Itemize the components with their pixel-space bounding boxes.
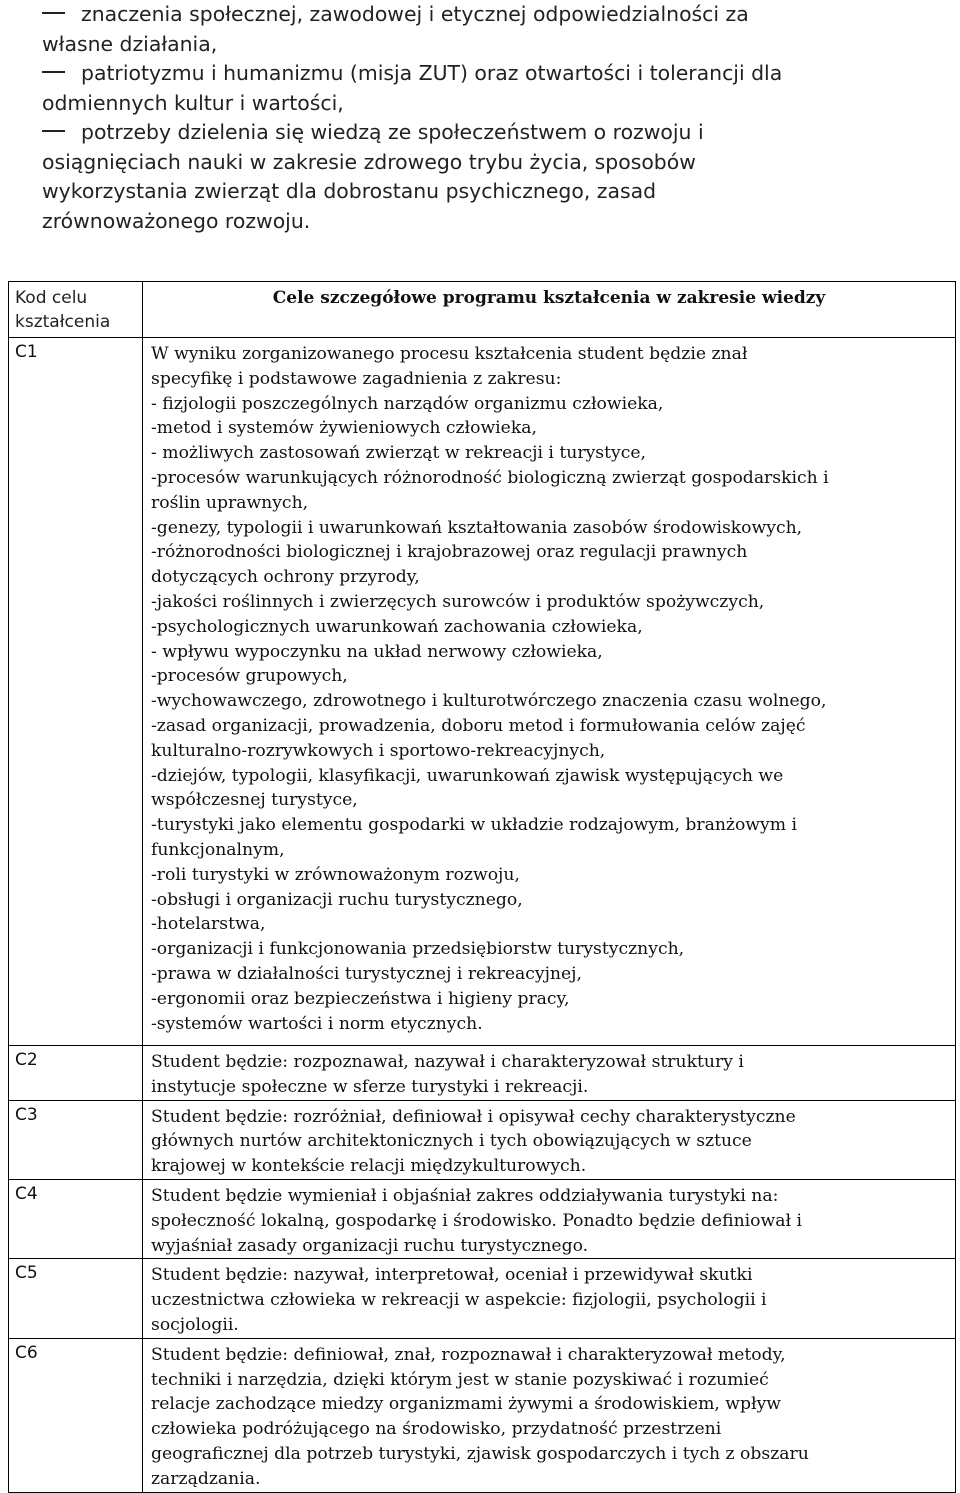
intro-item-first-line: patriotyzmu i humanizmu (misja ZUT) oraz otwartości i tolerancji dla — [81, 61, 783, 85]
goal-description — [143, 1259, 956, 1338]
goal-line: -procesów grupowych, — [151, 666, 348, 687]
goal-line: specyfikę i podstawowe zagadnienia z zakresu: — [151, 368, 562, 389]
goal-text: Student będzie: definiował, znał, rozpoznawał i charakteryzował metody, techniki i narzędzia, dzięki którym jest w stanie pozyskiwać i rozumieć relacje zachodzące miedzy organizmami żywymi a środowiskiem, wpływ człowieka podróżującego na środowisko, przydatność przestrzeni geograficznej dla potrzeb turystyki, zjawisk gospodarczych i tych z obszaru zarządzania. — [151, 1344, 809, 1489]
goal-line: -roli turystyki w zrównoważonym rozwoju, — [151, 864, 520, 885]
intro-item — [42, 59, 942, 118]
goal-line: -organizacji i funkcjonowania przedsiębiorstw turystycznych, — [151, 939, 685, 960]
intro-item-continuation: osiągnięciach nauki w zakresie zdrowego trybu życia, sposobów wykorzystania zwierząt dla dobrostanu psychicznego, zasad zrównoważonego rozwoju. — [42, 149, 696, 233]
dash-bullet-icon — [42, 130, 65, 132]
goal-code: C6 — [9, 1338, 143, 1492]
goal-code: C3 — [9, 1100, 143, 1179]
goal-text: Student będzie: nazywał, interpretował, oceniał i przewidywał skutki uczestnictwa człowieka w rekreacji w aspekcie: fizjologii, psychologii i socjologii. — [151, 1265, 767, 1335]
goal-description — [143, 1179, 956, 1258]
goal-line: -wychowawczego, zdrowotnego i kulturotwórczego znaczenia czasu wolnego, — [151, 691, 827, 712]
goal-line: -różnorodności biologicznej i krajobrazowej oraz regulacji prawnych — [151, 542, 748, 563]
dash-bullet-icon — [42, 71, 65, 73]
goal-line: W wyniku zorganizowanego procesu kształcenia student będzie znał — [151, 344, 748, 364]
goal-description — [143, 1338, 956, 1492]
intro-item — [42, 118, 942, 236]
table-row — [9, 1100, 956, 1179]
header-code-cell: Kod celu kształcenia — [9, 282, 143, 338]
goal-lines — [151, 342, 949, 1036]
table-row — [9, 1338, 956, 1492]
goal-description — [143, 1100, 956, 1179]
goal-text: Student będzie wymieniał i objaśniał zakres oddziaływania turystyki na: społeczność lokalną, gospodarkę i środowisko. Ponadto będzie definiował i wyjaśniał zasady organizacji ruchu turystycznego. — [151, 1185, 802, 1256]
goal-line: -jakości roślinnych i zwierzęcych surowców i produktów spożywczych, — [151, 591, 765, 612]
table-row — [9, 1259, 956, 1338]
goal-line: roślin uprawnych, — [151, 492, 309, 513]
goal-line: -metod i systemów żywieniowych człowieka, — [151, 418, 537, 439]
goal-line: funkcjonalnym, — [151, 839, 285, 860]
goal-line: -ergonomii oraz bezpieczeństwa i higieny pracy, — [151, 988, 570, 1009]
goal-line: - możliwych zastosowań zwierząt w rekreacji i turystyce, — [151, 443, 646, 464]
intro-item-first-line: potrzeby dzielenia się wiedzą ze społeczeństwem o rozwoju i — [81, 120, 704, 144]
goal-code: C4 — [9, 1179, 143, 1258]
intro-item-continuation: własne działania, — [42, 31, 218, 56]
goal-line: -obsługi i organizacji ruchu turystycznego, — [151, 889, 523, 910]
goal-line: - wpływu wypoczynku na układ nerwowy człowieka, — [151, 641, 603, 662]
goal-line: kulturalno-rozrywkowych i sportowo-rekreacyjnych, — [151, 740, 606, 761]
goal-text: Student będzie: rozpoznawał, nazywał i charakteryzował struktury i instytucje społeczne w sferze turystyki i rekreacji. — [151, 1052, 744, 1097]
goal-line: -procesów warunkujących różnorodność biologiczną zwierząt gospodarskich i — [151, 467, 829, 488]
goal-line: -psychologicznych uwarunkowań zachowania człowieka, — [151, 616, 643, 637]
goal-line: -dziejów, typologii, klasyfikacji, uwarunkowań zjawisk występujących we — [151, 765, 784, 786]
table-row — [9, 1179, 956, 1258]
goal-line: dotyczących ochrony przyrody, — [151, 567, 420, 588]
goal-code: C2 — [9, 1046, 143, 1101]
table-header-row — [9, 282, 956, 338]
header-title-cell: Cele szczegółowe programu kształcenia w zakresie wiedzy — [143, 282, 956, 338]
goal-line: -zasad organizacji, prowadzenia, doboru metod i formułowania celów zajęć — [151, 715, 806, 736]
table-row — [9, 1046, 956, 1101]
goal-line: -systemów wartości i norm etycznych. — [151, 1013, 483, 1034]
goal-description — [143, 338, 956, 1046]
goal-line: - fizjologii poszczególnych narządów organizmu człowieka, — [151, 393, 664, 414]
goal-text: Student będzie: rozróżniał, definiował i opisywał cechy charakterystyczne głównych nurtów architektonicznych i tych obowiązujących w sztuce krajowej w kontekście relacji międzykulturowych. — [151, 1106, 796, 1177]
intro-list — [42, 0, 942, 236]
goal-line: -turystyki jako elementu gospodarki w układzie rodzajowym, branżowym i — [151, 815, 797, 836]
goal-code: C1 — [9, 338, 143, 1046]
goal-line: -genezy, typologii i uwarunkowań kształtowania zasobów środowiskowych, — [151, 517, 803, 538]
goal-code: C5 — [9, 1259, 143, 1338]
intro-item — [42, 0, 942, 59]
table-row — [9, 338, 956, 1046]
goal-line: współczesnej turystyce, — [151, 790, 358, 811]
dash-bullet-icon — [42, 12, 65, 14]
goal-line: -prawa w działalności turystycznej i rekreacyjnej, — [151, 963, 582, 984]
goal-description — [143, 1046, 956, 1101]
intro-item-first-line: znaczenia społecznej, zawodowej i etycznej odpowiedzialności za — [81, 2, 749, 26]
intro-item-continuation: odmiennych kultur i wartości, — [42, 90, 344, 115]
learning-goals-table — [8, 281, 956, 1493]
goal-line: -hotelarstwa, — [151, 914, 266, 935]
